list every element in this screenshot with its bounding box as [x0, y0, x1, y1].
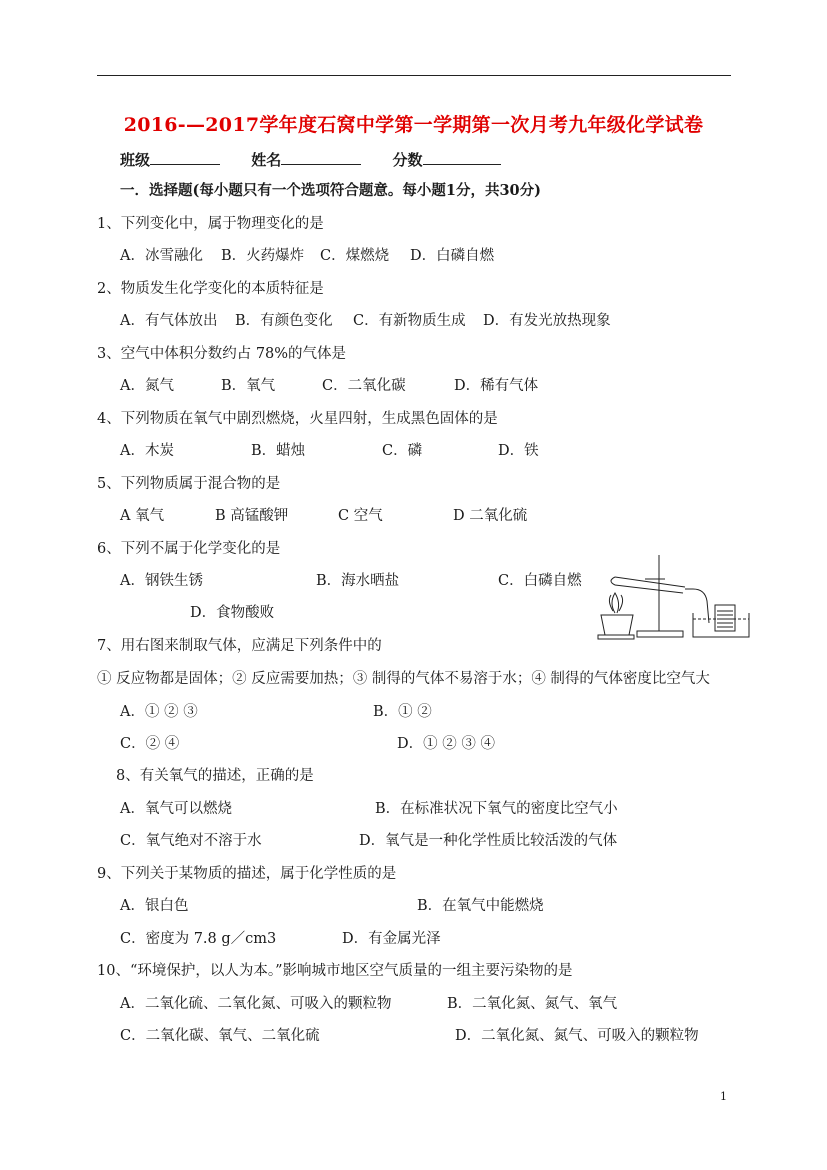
q1-option-a[interactable]: A．冰雪融化 [120, 248, 203, 264]
question-1-stem: 1、下列变化中，属于物理变化的是 [97, 216, 324, 232]
stand-base [637, 631, 683, 637]
q7-option-d[interactable]: D．① ② ③ ④ [397, 736, 495, 752]
q9-option-d[interactable]: D．有金属光泽 [342, 931, 441, 947]
q3-option-b[interactable]: B．氧气 [221, 378, 276, 394]
q8-option-d[interactable]: D．氧气是一种化学性质比较活泼的气体 [359, 833, 618, 849]
q4-option-b[interactable]: B．蜡烛 [251, 443, 306, 459]
q3-option-a[interactable]: A．氮气 [120, 378, 174, 394]
question-7-stem: 7、用右图来制取气体，应满足下列条件中的 [97, 638, 382, 654]
header-rule [97, 75, 731, 76]
question-8-stem: 8、有关氧气的描述，正确的是 [116, 768, 314, 784]
q8-option-a[interactable]: A．氧气可以燃烧 [120, 801, 232, 817]
question-7-conditions: ① 反应物都是固体；② 反应需要加热；③ 制得的气体不易溶于水；④ 制得的气体密度比空气大 [97, 671, 710, 687]
q2-option-b[interactable]: B．有颜色变化 [235, 313, 333, 329]
q1-option-b[interactable]: B．火药爆炸 [221, 248, 305, 264]
q5-option-c[interactable]: C 空气 [338, 508, 383, 524]
class-blank[interactable] [150, 150, 220, 165]
q4-option-a[interactable]: A．木炭 [120, 443, 174, 459]
q5-option-d[interactable]: D 二氧化硫 [453, 508, 528, 524]
name-blank[interactable] [281, 150, 361, 165]
q9-option-b[interactable]: B．在氧气中能燃烧 [417, 898, 544, 914]
q3-option-c[interactable]: C．二氧化碳 [322, 378, 406, 394]
section-heading: 一．选择题(每小题只有一个选项符合题意。每小题1分，共30分) [120, 182, 541, 199]
q7-option-c[interactable]: C．② ④ [120, 736, 180, 752]
question-9-stem: 9、下列关于某物质的描述，属于化学性质的是 [97, 866, 397, 882]
exam-title: 2016-—2017学年度石窝中学第一学期第一次月考九年级化学试卷 [123, 114, 704, 136]
name-label: 姓名 [251, 151, 282, 169]
q10-option-b[interactable]: B．二氧化氮、氮气、氧气 [447, 996, 618, 1012]
question-4-stem: 4、下列物质在氧气中剧烈燃烧，火星四射，生成黑色固体的是 [97, 411, 498, 427]
class-label: 班级 [120, 151, 151, 169]
score-label: 分数 [392, 151, 423, 169]
q6-option-a[interactable]: A．钢铁生锈 [120, 573, 203, 589]
question-5-stem: 5、下列物质属于混合物的是 [97, 476, 281, 492]
q10-option-c[interactable]: C．二氧化碳、氧气、二氧化硫 [120, 1028, 320, 1044]
q7-option-b[interactable]: B．① ② [373, 704, 432, 720]
page-number: 1 [720, 1090, 727, 1103]
q5-option-a[interactable]: A 氧气 [120, 508, 165, 524]
question-3-stem: 3、空气中体积分数约占 78%的气体是 [97, 346, 347, 362]
q9-option-c[interactable]: C．密度为 7.8 g／cm3 [120, 931, 277, 947]
question-10-stem: 10、“环境保护，以人为本。”影响城市地区空气质量的一组主要污染物的是 [97, 963, 573, 979]
q4-option-c[interactable]: C．磷 [382, 443, 423, 459]
q10-option-a[interactable]: A．二氧化硫、二氧化氮、可吸入的颗粒物 [120, 996, 392, 1012]
question-6-stem: 6、下列不属于化学变化的是 [97, 541, 281, 557]
q5-option-b[interactable]: B 高锰酸钾 [215, 508, 289, 524]
q2-option-a[interactable]: A．有气体放出 [120, 313, 218, 329]
q2-option-d[interactable]: D．有发光放热现象 [483, 313, 611, 329]
q10-option-d[interactable]: D．二氧化氮、氮气、可吸入的颗粒物 [455, 1028, 699, 1044]
score-blank[interactable] [423, 150, 501, 165]
q6-option-c[interactable]: C．白磷自燃 [498, 573, 582, 589]
q1-option-c[interactable]: C．煤燃烧 [320, 248, 390, 264]
student-info-row [120, 149, 527, 170]
q3-option-d[interactable]: D．稀有气体 [454, 378, 539, 394]
q1-option-d[interactable]: D．白磷自燃 [410, 248, 495, 264]
q9-option-a[interactable]: A．银白色 [120, 898, 189, 914]
q8-option-c[interactable]: C．氧气绝对不溶于水 [120, 833, 262, 849]
q7-option-a[interactable]: A．① ② ③ [120, 704, 198, 720]
question-2-stem: 2、物质发生化学变化的本质特征是 [97, 281, 324, 297]
q6-option-b[interactable]: B．海水晒盐 [316, 573, 400, 589]
q6-option-d[interactable]: D．食物酸败 [190, 605, 275, 621]
q2-option-c[interactable]: C．有新物质生成 [353, 313, 466, 329]
gas-collection-apparatus-figure [593, 553, 751, 643]
q4-option-d[interactable]: D．铁 [498, 443, 539, 459]
q8-option-b[interactable]: B．在标准状况下氧气的密度比空气小 [375, 801, 618, 817]
